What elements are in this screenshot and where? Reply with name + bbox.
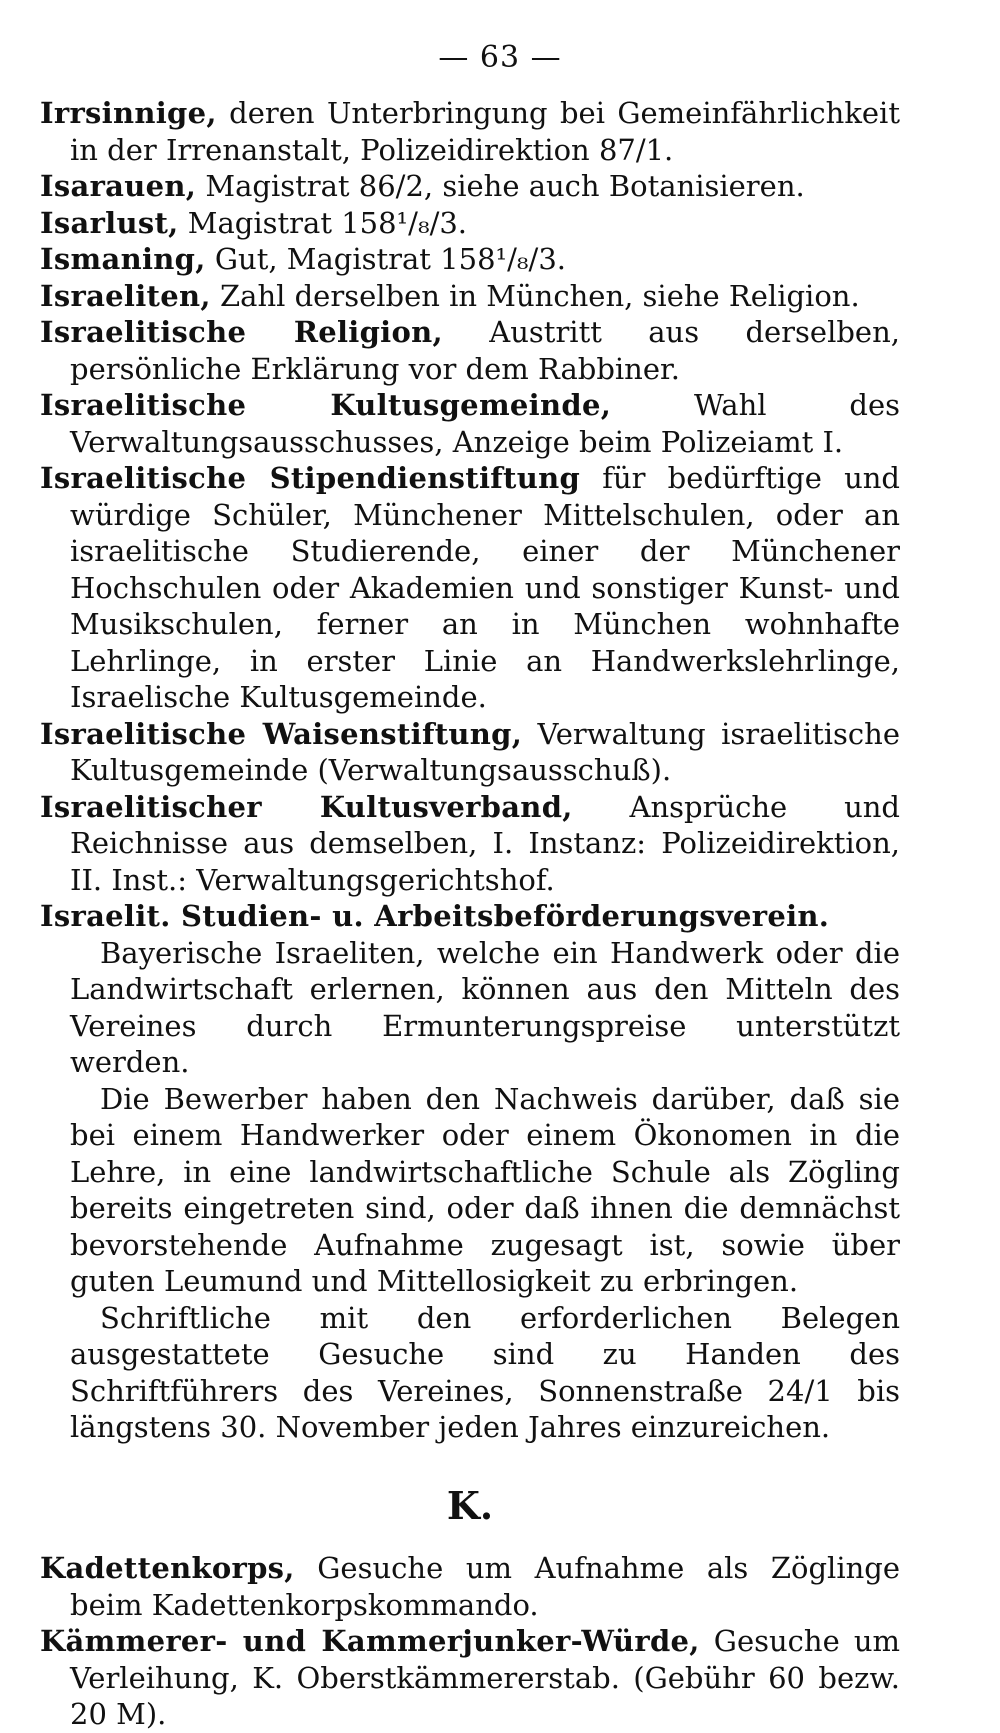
entry-text: Zahl derselben in München, siehe Religion.: [210, 278, 860, 313]
entry-text: Verwaltung israelitische Kultusgemeinde (Verwaltungsausschuß).: [70, 716, 900, 787]
entry-irrsinnige: [40, 95, 900, 168]
entry-kaemmerer-wuerde: [40, 1623, 900, 1733]
entry-text: Ansprüche und Reichnisse aus demselben, I. Instanz: Polizeidirektion, II. Inst.: Verwaltungsgerichtshof.: [70, 789, 900, 897]
entry-israelitische-kultusgemeinde: [40, 387, 900, 460]
entry-isarauen: [40, 168, 900, 205]
entry-isarlust: [40, 205, 900, 242]
index-entries: [40, 95, 900, 1733]
entry-head: Isarlust,: [40, 205, 179, 240]
entry-israelitische-religion: [40, 314, 900, 387]
entry-head: Isarauen,: [40, 169, 197, 203]
verein-paragraph: Schriftliche mit den erforderlichen Belegen ausgestattete Gesuche sind zu Handen des Schriftführers des Vereines, Sonnenstraße 24/1 bis längstens 30. November jeden Jahres einzureichen.: [70, 1300, 900, 1444]
entry-head: Kämmerer- und Kammerjunker-Würde,: [40, 1624, 700, 1658]
entry-israelitische-waisenstiftung: [40, 716, 900, 789]
entry-head: Israelitische Waisenstiftung,: [40, 716, 523, 751]
entry-head: Israelitischer Kultusverband,: [40, 789, 573, 824]
page-number: — 63 —: [438, 40, 562, 75]
entry-israelitischer-kultusverband: [40, 789, 900, 899]
entry-israeliten: [40, 278, 900, 315]
entry-text: Gesuche um Verleihung, K. Oberstkämmererstab. (Gebühr 60 bezw. 20 M).: [70, 1624, 900, 1731]
entry-text: Magistrat 158¹/₈/3.: [178, 205, 468, 240]
entry-text: für bedürftige und würdige Schüler, Münchener Mittelschulen, oder an israelitische Studierende, einer der Münchener Hochschulen oder Akademien und sonstiger Kunst- und Musikschulen, ferner an in München wohnhafte Lehrlinge, in erster Linie an Handwerkslehrlinge, Israelische Kultusgemeinde.: [70, 461, 900, 714]
entry-text: Wahl des Verwaltungsausschusses, Anzeige beim Polizeiamt I.: [70, 388, 901, 459]
entry-israelitische-stipendienstiftung: [40, 460, 900, 716]
entry-text: deren Unterbringung bei Gemeinfährlichkeit in der Irrenanstalt, Polizeidirektion 87/1.: [70, 96, 900, 167]
entry-head: Ismaning,: [40, 242, 206, 276]
entry-head: Irrsinnige,: [40, 96, 217, 130]
entry-arbeitsbefoerderungsverein: [40, 898, 900, 935]
entry-head: Israelit. Studien- u. Arbeitsbeförderungsverein.: [40, 899, 830, 933]
verein-paragraph: Die Bewerber haben den Nachweis darüber, daß sie bei einem Handwerker oder einem Ökonomen in die Lehre, in eine landwirtschaftliche Schule als Zögling bereits eingetreten sind, oder daß ihnen die demnächst bevorstehende Aufnahme zugesagt ist, sowie über guten Leumund und Mittellosigkeit zu erbringen.: [70, 1081, 900, 1298]
entry-ismaning: [40, 241, 900, 278]
entry-head: Kadettenkorps,: [40, 1551, 295, 1585]
entry-text: Gesuche um Aufnahme als Zöglinge beim Kadettenkorpskommando.: [70, 1551, 900, 1622]
entry-kadettenkorps: [40, 1550, 900, 1623]
entry-text: Magistrat 86/2, siehe auch Botanisieren.: [196, 169, 805, 203]
section-heading-k: K.: [446, 1482, 494, 1528]
entry-head: Israeliten,: [40, 278, 211, 313]
entry-head: Israelitische Kultusgemeinde,: [40, 388, 612, 422]
entry-head: Israelitische Religion,: [40, 315, 443, 349]
entry-text: Gut, Magistrat 158¹/₈/3.: [205, 242, 566, 276]
entry-head: Israelitische Stipendienstiftung: [40, 461, 581, 495]
entry-text: Austritt aus derselben, persönliche Erklärung vor dem Rabbiner.: [70, 315, 900, 386]
verein-paragraph: Bayerische Israeliten, welche ein Handwerk oder die Landwirtschaft erlernen, können aus den Mitteln des Vereines durch Ermunterungspreise unterstützt werden.: [70, 935, 900, 1079]
